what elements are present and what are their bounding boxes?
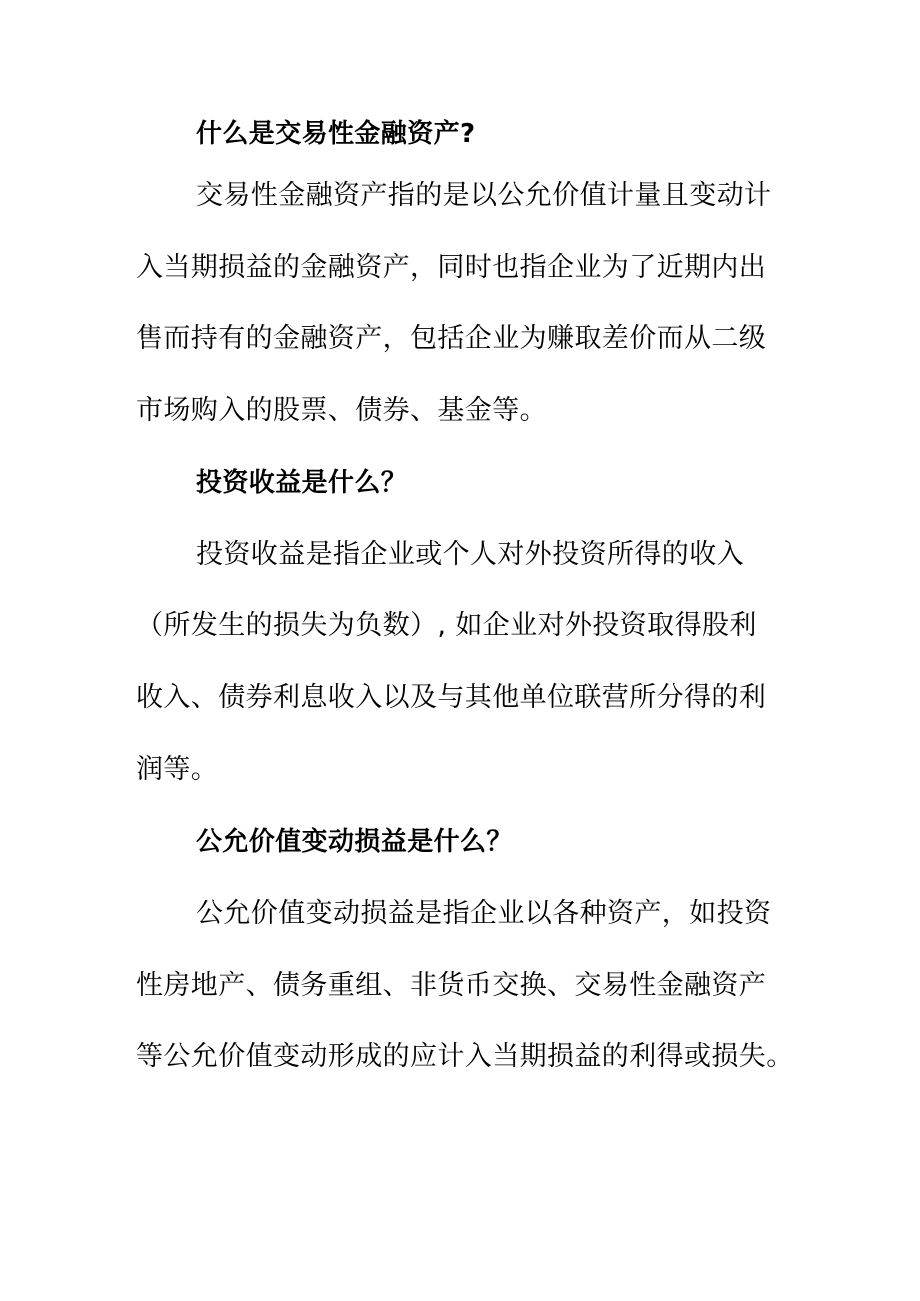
section-heading-trading-financial-assets: 什么是交易性金融资产?	[196, 119, 476, 149]
paragraph-line: 入当期损益的金融资产，同时也指企业为了近期内出	[136, 252, 767, 283]
paragraph-line: 收入、债券利息收入以及与其他单位联营所分得的利	[136, 682, 767, 713]
section-heading-fair-value-change: 公允价值变动损益是什么？	[196, 827, 513, 857]
paragraph-line: 售而持有的金融资产，包括企业为赚取差价而从二级	[136, 323, 767, 354]
paragraph-line: 性房地产、债务重组、非货币交换、交易性金融资产	[136, 970, 767, 1001]
paragraph-line: 市场购入的股票、债券、基金等。	[136, 395, 547, 426]
paragraph-line: （所发生的损失为负数）, 如企业对外投资取得股利	[136, 610, 757, 641]
paragraph-line: 等公允价值变动形成的应计入当期损益的利得或损失。	[136, 1041, 794, 1072]
paragraph-line: 投资收益是指企业或个人对外投资所得的收入	[196, 539, 744, 570]
paragraph-line: 润等。	[136, 754, 219, 785]
section-heading-investment-income: 投资收益是什么？	[196, 468, 408, 498]
paragraph-line: 公允价值变动损益是指企业以各种资产，如投资	[196, 898, 772, 929]
paragraph-line: 交易性金融资产指的是以公允价值计量且变动计	[196, 180, 772, 211]
